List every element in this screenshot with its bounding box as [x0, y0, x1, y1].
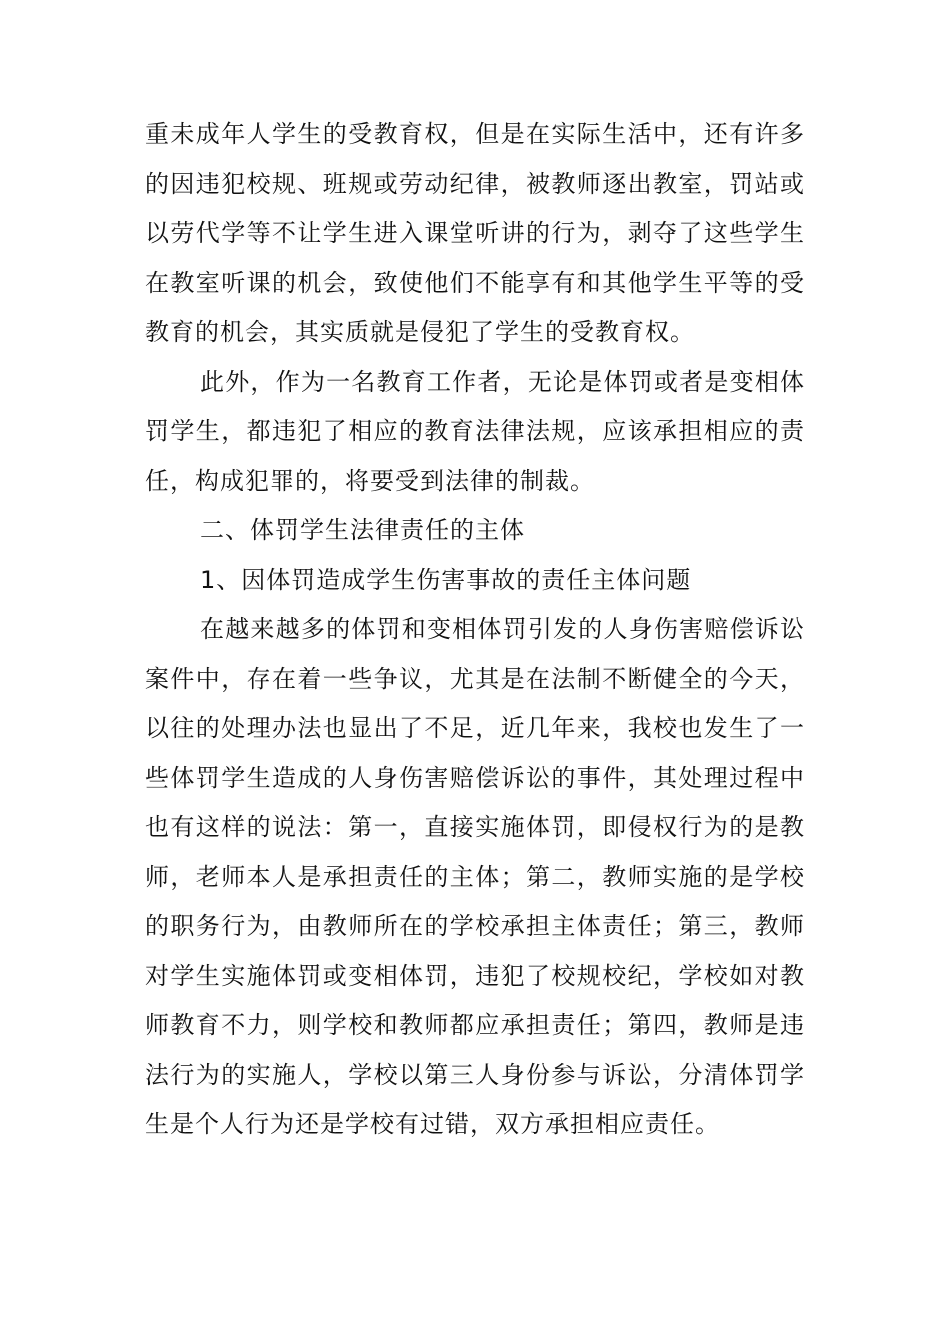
section-heading: 二、体罚学生法律责任的主体 [200, 516, 525, 544]
paragraph-liability: 此外，作为一名教育工作者，无论是体罚或者是变相体罚学生，都违犯了相应的教育法律法规，应该承担相应的责任，构成犯罪的，将要受到法律的制裁。 [145, 367, 805, 495]
subsection-heading: 1、因体罚造成学生伤害事故的责任主体问题 [200, 565, 692, 594]
paragraph-continuation: 重未成年人学生的受教育权，但是在实际生活中，还有许多的因违犯校规、班规或劳动纪律，被教师逐出教室，罚站或以劳代学等不让学生进入课堂听讲的行为，剥夺了这些学生在教室听课的机会，致使他们不能享有和其他学生平等的受教育的机会，其实质就是侵犯了学生的受教育权。 [145, 120, 805, 346]
document-page [145, 110, 805, 1150]
paragraph-responsibility-subjects: 在越来越多的体罚和变相体罚引发的人身伤害赔偿诉讼案件中，存在着一些争议，尤其是在法制不断健全的今天，以往的处理办法也显出了不足，近几年来，我校也发生了一些体罚学生造成的人身伤害赔偿诉讼的事件，其处理过程中也有这样的说法：第一，直接实施体罚，即侵权行为的是教师，老师本人是承担责任的主体；第二，教师实施的是学校的职务行为，由教师所在的学校承担主体责任；第三，教师对学生实施体罚或变相体罚，违犯了校规校纪，学校如对教师教育不力，则学校和教师都应承担责任；第四，教师是违法行为的实施人，学校以第三人身份参与诉讼，分清体罚学生是个人行为还是学校有过错，双方承担相应责任。 [145, 615, 805, 1138]
